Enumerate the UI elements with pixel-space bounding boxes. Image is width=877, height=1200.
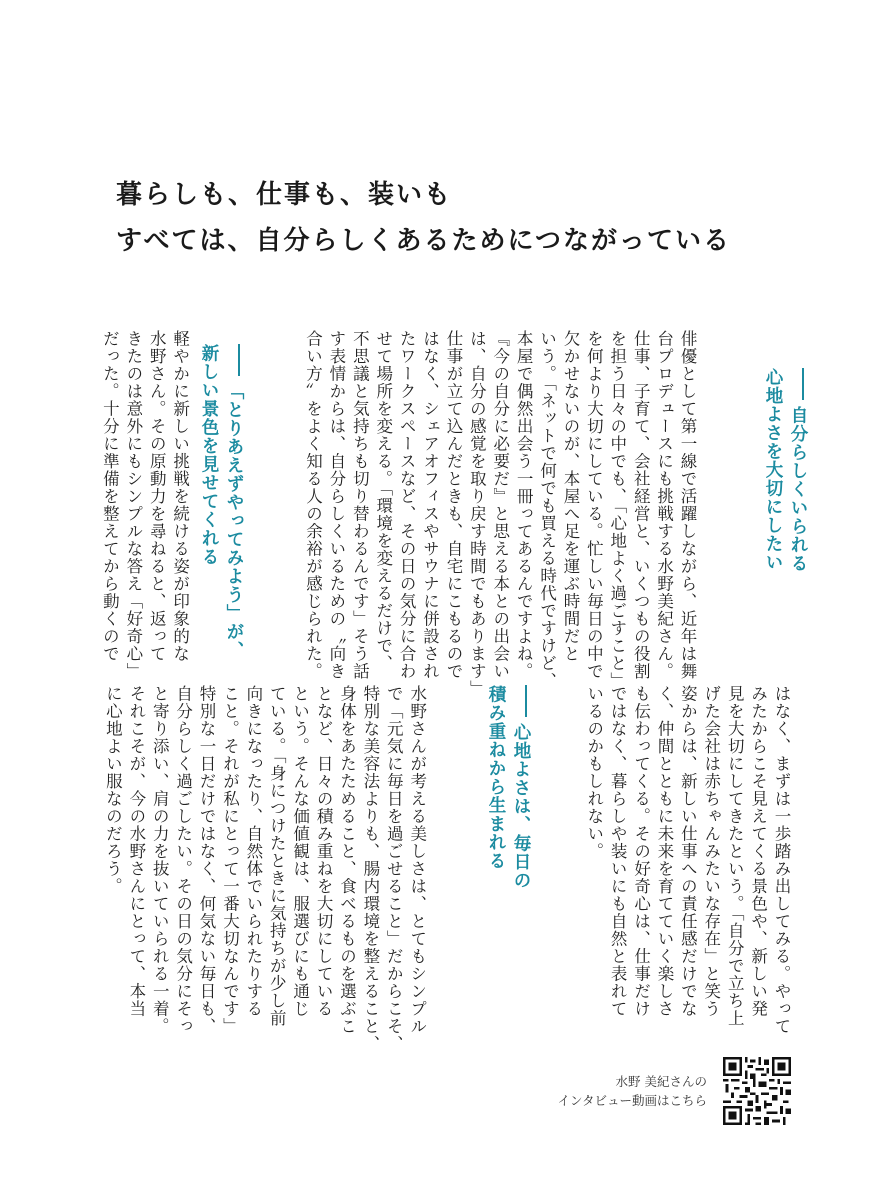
section3-heading: 心地よさは、毎日の 積み重ねから生まれる [483,685,533,945]
headline-line-2: すべては、自分らしくあるためにつながっている [116,226,731,256]
section2-body: 軽やかに新しい挑戦を続ける姿が印象的な 水野さん。その原動力を尋ねると、返って きたのは意外にもシンプルな答え「好奇心」 だった。十分に準備を整えてから動くので [100,330,190,680]
section1-body: 俳優として第一線で活躍しながら、近年は舞 台プロデュースにも挑戦する水野美紀さん。 仕事、子育て、会社経営と、いくつもの役割 を担う日々の中でも、「心地よく過ごすこと」 を何より大切にしている。忙しい毎日の中で 欠かせないのが、本屋へ足を運ぶ時間だと いう。「ネットで何でも買える時代ですけど、 本屋で偶然出会う一冊ってあるんですよね。 『今の自分に必要だ』と思える本との出会い は、自分の感覚を取り戻す時間でもあります」 仕事が立て込んだときも、自宅にこもるので はなく、シェアオフィスやサウナに併設され たワークスペースなど、その日の気分に合わ せて場所を変える。「環境を変えるだけで、 不思議と気持ちも切り替わるんです」そう話 す表情からは、自分らしくいるための〝向き 合い方〟をよく知る人の余裕が感じられた。 [303,330,697,698]
section2-heading: 「とりあえずやってみよう」が、 新しい景色を見せてくれる [196,344,246,624]
video-caption-line-1: 水野 美紀さんの [615,1074,707,1089]
section3-body: 水野さんが考える美しさは、とてもシンプル で「元気に毎日を過ごせること」だからこそ、 特別な美容法よりも、腸内環境を整えること、 身体をあたためること、食べるものを選ぶこ となど、日々の積み重ねを大切にしている という。そんな価値観は、服選びにも通じ ている。「身につけたときに気持ちが少し前 向きになったり、自然体でいられたりする こと。それが私にとって一番大切なんです」 特別な一日だけではなく、何気ない毎日も、 自分らしく過ごしたい。その日の気分にそっ と寄り添い、肩の力を抜いていられる一着。 それこそが、今の水野さんにとって、本当 に心地よい服なのだろう。 [103,685,427,1053]
video-caption [557,1072,707,1110]
section2-continued-body: はなく、まずは一歩踏み出してみる。やって みたからこそ見えてくる景色や、新しい発 見を大切にしてきたという。「自分で立ち上 げた会社は赤ちゃんみたいな存在」と笑う 姿からは、新しい仕事への責任感だけでな く、仲間とともに未来を育てていく楽しさ も伝わってくる。その好奇心は、仕事だけ ではなく、暮らしや装いにも自然と表れて いるのかもしれない。 [584,685,791,1035]
headline-line-1: 暮らしも、仕事も、装いも [116,180,453,210]
qr-code-icon[interactable] [723,1057,791,1125]
headline [116,172,731,264]
video-caption-line-2: インタビュー動画はこちら [557,1093,707,1108]
section1-heading: 自分らしくいられる 心地よさを大切にしたい [760,368,810,628]
